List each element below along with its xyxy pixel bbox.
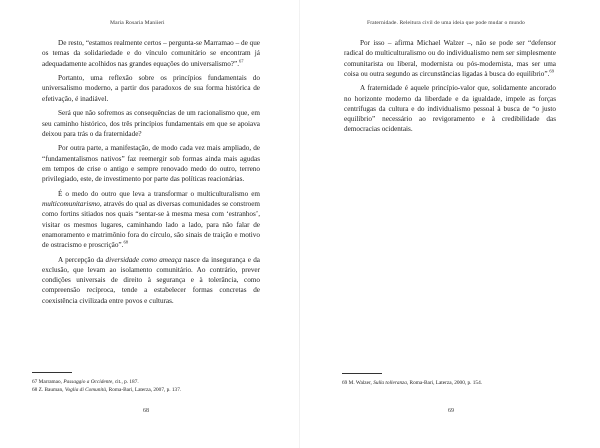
footnote-divider (342, 373, 382, 374)
right-page-number: 69 (448, 408, 454, 414)
paragraph: Será que não sofremos as consequências de um racionalismo que, em seu caminho histórico, dos três princípios fundamentais em que se apoiava deixou para trás o da fraternidade? (42, 109, 260, 138)
right-running-head: Fraternidade. Releitura civil de uma ideia que pode mudar o mundo (367, 20, 525, 26)
footnote: 68 Z. Bauman, Voglia di Comunità, Roma-Bari, Laterza, 2007, p. 137. (32, 387, 182, 393)
paragraph: Por isso – afirma Michael Walzer –, não se pode ser “defensor radical do multiculturalismo ou do individualismo nem ser simplesmente comunitarista ou liberal, modernista ou pós-modernista, mas ser uma coisa ou outra segundo as circunstâncias ligadas à busca do equilíbrio”.$^{69}$ (344, 39, 556, 78)
paragraph: A percepção da diversidade como ameaça nasce da insegurança e da exclusão, que levam ao isolamento comunitário. Ao contrário, prever condições universais de direito à segurança e à tolerância, como compreensão recíproca, tende a estabelecer formas concretas de coexistência civilizada entre povos e culturas. (42, 255, 260, 305)
left-page-number: 68 (143, 408, 149, 414)
footnote: 67 Marramao, Passaggio a Occidente, cit., p. 187. (32, 379, 139, 385)
left-footnotes (32, 378, 181, 394)
paragraph: Portanto, uma reflexão sobre os princípios fundamentais do universalismo moderno, a partir dos paradoxos de sua forma histórica de efetivação, é inadiável. (42, 74, 260, 103)
left-body-text (42, 38, 260, 310)
footnote: 69 M. Walzer, Sulla tolleranza, Roma-Bari, Laterza, 2000, p. 154. (342, 380, 483, 386)
footnote-divider (32, 372, 72, 373)
paragraph: É o medo do outro que leva a transformar o multiculturalismo em multicomunitarismo, através do qual as diversas comunidades se constroem como fortins sitiados nos quais “sentar-se à mesma mesa com ‘estranhos’, visitar os mesmos lugares, caminhando lado a lado, para não falar de enamoramento e matrimônio fora do círculo, são sinais de traição e motivo de ostracismo e proscrição”.$^{68}$ (42, 189, 260, 250)
footnote-marker[interactable]: 68 (123, 239, 129, 245)
left-running-head: Maria Rosaria Maniieri (110, 20, 165, 26)
footnote-marker[interactable]: 67 (239, 58, 244, 64)
paragraph: Por outra parte, a manifestação, de modo cada vez mais ampliado, de “fundamentalismos nativos” faz reemergir sob formas ainda mais agudas em tempos de crise o antigo e sempre renovado medo do outro, terreno privilegiado, este, de investimento por parte das políticas reacionárias. (42, 144, 260, 184)
footnote-marker[interactable]: 69 (549, 68, 554, 74)
paragraph: De resto, “estamos realmente certos – pergunta-se Marramao – de que os temas da solidariedade e do vínculo comunitário se encontram já adequadamente acolhidos nas grandes equações do universalismo?”.$^{67}$ (42, 39, 260, 68)
right-page (300, 0, 600, 448)
right-footnotes (342, 379, 482, 387)
right-body-text (344, 38, 556, 139)
paragraph: A fraternidade é aquele princípio-valor que, solidamente ancorado no horizonte moderno da liberdade e da igualdade, impele as forças centrífugas da cultura e do individualismo pessoal à busca de “o justo equilíbrio” necessário ao revigoramento e à credibilidade das democracias ocidentais. (344, 84, 556, 134)
